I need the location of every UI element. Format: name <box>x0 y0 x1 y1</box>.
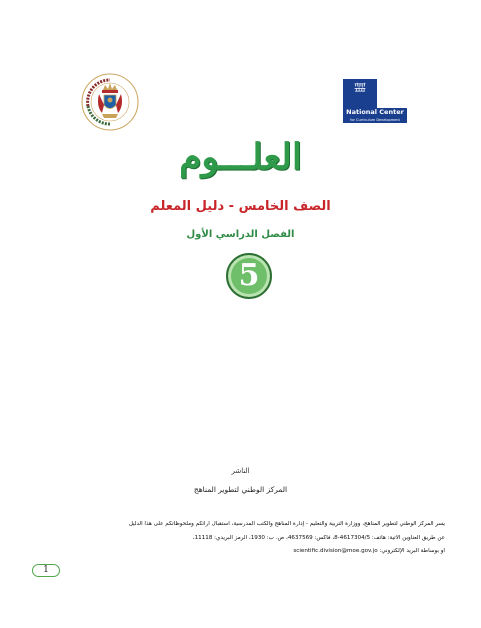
ncdc-english-line2: for Curriculum Development <box>343 117 407 123</box>
grade-number-badge: 5 <box>226 253 272 299</box>
grade-line: الصف الخامس - دليل المعلم <box>150 199 331 214</box>
ncdc-logo <box>343 79 407 125</box>
semester-line: الفصل الدراسي الأول <box>186 229 295 240</box>
contact-line-1: يسر المركز الوطني لتطوير المناهج، ووزارة التربية والتعليم - إدارة المناهج والكتب المدرسية، استقبال آرائكم وملحوظاتكم على هذا الدليل <box>128 521 445 527</box>
ncdc-arabic-mark <box>343 79 377 109</box>
publisher-name: المركز الوطني لتطوير المناهج <box>193 485 288 494</box>
contact-line-2: عن طريق العناوين الآتية: هاتف: 4617304/5-8، فاكس: 4637569، ص. ب: 1930، الرمز البريدي: 11118، <box>192 535 445 541</box>
ncdc-english-line1: National Center <box>343 108 407 117</box>
book-title: العلـــوم <box>179 136 302 178</box>
publisher-label: الناشر <box>231 467 250 475</box>
ministry-seal-logo <box>80 72 140 132</box>
page-number: 1 <box>32 564 60 577</box>
contact-line-3: أو بوساطة البريد الإلكتروني: scientific.division@moe.gov.jo <box>293 548 445 554</box>
